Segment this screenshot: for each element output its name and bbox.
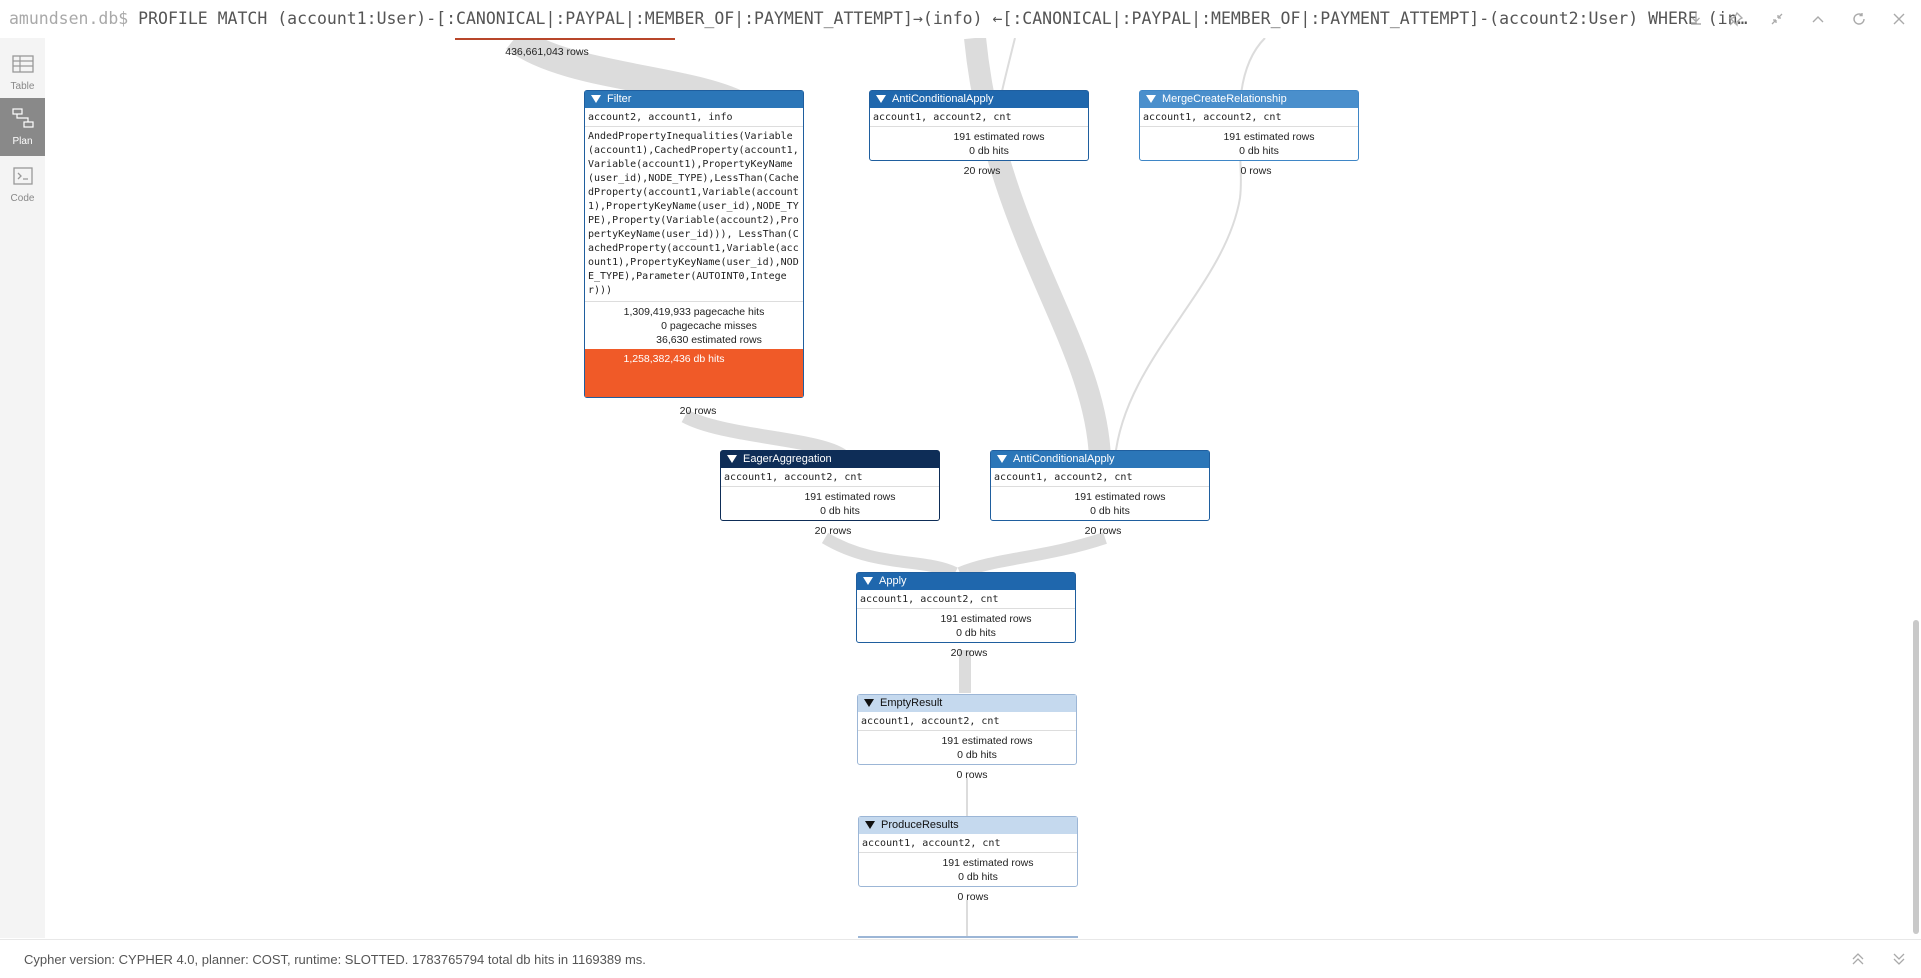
operator-identifiers: account2, account1, info (585, 108, 803, 127)
db-hits: 0 db hits (957, 749, 997, 761)
operator-expression: AndedPropertyInequalities(Variable(account1),CachedProperty(account1,Variable(account1),PropertyKeyName(user_id),NODE_TYPE),LessThan(CachedProperty(account1,Variable(account1),PropertyKeyName(user_id),NODE_TYPE),Property(Variable(account2),PropertyKeyName(user_id))), LessThan(CachedProperty(account1,Variable(account1),PropertyKeyName(user_id),NODE_TYPE),Parameter(AUTOINT0,Integer))) (585, 127, 803, 302)
estimated-rows: 191 estimated rows (940, 613, 1032, 625)
operator-identifiers: account1, account2, cnt (1140, 108, 1358, 127)
operator-identifiers: account1, account2, cnt (857, 590, 1075, 609)
operator-header[interactable] (991, 451, 1209, 468)
chevron-double-down-icon[interactable] (1887, 947, 1911, 971)
operator-name: Filter (607, 93, 632, 105)
collapse-triangle-icon[interactable] (997, 455, 1007, 463)
query-text: PROFILE MATCH (account1:User)-[:CANONICAL|:PAYPAL|:MEMBER_OF|:PAYMENT_ATTEMPT]→(info) ←[:CANONICAL|:PAYPAL|:MEMBER_OF|:PAYMENT_ATTEMPT]-(account2:User) WHERE (in (128, 9, 1738, 28)
plan-icon (12, 108, 34, 133)
chevron-double-up-icon[interactable] (1846, 947, 1870, 971)
rail-item-plan[interactable] (0, 98, 45, 156)
collapse-triangle-icon[interactable] (591, 95, 601, 103)
rail-item-table[interactable] (0, 44, 45, 102)
rail-label-code: Code (10, 192, 35, 204)
estimated-rows: 36,630 estimated rows (656, 334, 762, 346)
operator-eageraggregation[interactable] (720, 450, 940, 521)
operator-stats (870, 127, 1088, 160)
operator-stats (991, 487, 1209, 520)
edge-anti-mid-to-apply (960, 538, 1105, 573)
db-hits: 0 db hits (956, 627, 996, 639)
operator-stats (1140, 127, 1358, 160)
db-hits: 0 db hits (969, 145, 1009, 157)
operator-stats (721, 487, 939, 520)
pin-icon[interactable] (1723, 6, 1749, 32)
status-footer (0, 939, 1921, 978)
operator-header[interactable] (859, 817, 1077, 834)
db-hits: 1,258,382,436 db hits (623, 353, 725, 365)
db-hits: 0 db hits (1090, 505, 1130, 517)
operator-header[interactable] (1140, 91, 1358, 108)
db-prompt: amundsen.db$ (9, 9, 129, 28)
operator-name: MergeCreateRelationship (1162, 93, 1287, 105)
collapse-triangle-icon[interactable] (864, 699, 874, 707)
operator-identifiers: account1, account2, cnt (991, 468, 1209, 487)
rail-label-plan: Plan (12, 135, 33, 147)
estimated-rows: 191 estimated rows (941, 735, 1033, 747)
rows-label-eager: 20 rows (814, 525, 852, 537)
operator-identifiers: account1, account2, cnt (858, 712, 1076, 731)
rows-label-filter: 20 rows (679, 405, 717, 417)
rows-label-produce: 0 rows (957, 891, 989, 903)
rows-label-anti-top: 20 rows (963, 165, 1001, 177)
partial-operator-top-edge (858, 936, 1078, 938)
operator-identifiers: account1, account2, cnt (870, 108, 1088, 127)
scrollbar-thumb[interactable] (1913, 620, 1919, 934)
db-hits: 0 db hits (820, 505, 860, 517)
rows-label-apply: 20 rows (950, 647, 988, 659)
operator-header[interactable] (857, 573, 1075, 590)
operator-header[interactable] (721, 451, 939, 468)
rows-label-empty: 0 rows (956, 769, 988, 781)
code-icon (13, 167, 33, 190)
rows-label-anti-mid: 20 rows (1084, 525, 1122, 537)
view-switcher (0, 38, 45, 938)
query-summary: Cypher version: CYPHER 4.0, planner: COST, runtime: SLOTTED. 1783765794 total db hits in 1169389 ms. (24, 952, 646, 967)
operator-filter[interactable] (584, 90, 804, 398)
db-hits: 0 db hits (1239, 145, 1279, 157)
operator-produceresults[interactable] (858, 816, 1078, 887)
operator-header[interactable] (870, 91, 1088, 108)
pagecache-hits: 1,309,419,933 pagecache hits (623, 306, 765, 318)
operator-mergecreaterelationship[interactable] (1139, 90, 1359, 161)
rerun-icon[interactable] (1846, 6, 1872, 32)
operator-anticonditionalapply-mid[interactable] (990, 450, 1210, 521)
db-hits: 0 db hits (958, 871, 998, 883)
edge-eager-to-apply (825, 538, 955, 573)
rows-label-top: 436,661,043 rows (505, 46, 589, 58)
collapse-icon[interactable] (1764, 6, 1790, 32)
collapse-triangle-icon[interactable] (876, 95, 886, 103)
estimated-rows: 191 estimated rows (942, 857, 1034, 869)
table-icon (12, 55, 34, 78)
query-editor[interactable] (9, 9, 1748, 31)
operator-stats (859, 853, 1077, 886)
collapse-triangle-icon[interactable] (727, 455, 737, 463)
plan-canvas[interactable] (45, 38, 1921, 938)
partial-operator-bottom-edge (455, 38, 675, 40)
db-hits-hotspot (585, 349, 803, 397)
query-ellipsis: … (1737, 9, 1748, 28)
operator-anticonditionalapply-top[interactable] (869, 90, 1089, 161)
vertical-scrollbar[interactable] (1910, 38, 1921, 938)
estimated-rows: 191 estimated rows (1223, 131, 1315, 143)
close-icon[interactable] (1886, 6, 1912, 32)
command-bar (0, 0, 1921, 38)
chevron-up-icon[interactable] (1805, 6, 1831, 32)
operator-stats (858, 731, 1076, 764)
operator-emptyresult[interactable] (857, 694, 1077, 765)
operator-apply[interactable] (856, 572, 1076, 643)
download-icon[interactable] (1683, 6, 1709, 32)
operator-name: AntiConditionalApply (1013, 453, 1115, 465)
rows-label-merge: 0 rows (1240, 165, 1272, 177)
collapse-triangle-icon[interactable] (1146, 95, 1156, 103)
estimated-rows: 191 estimated rows (1074, 491, 1166, 503)
pagecache-misses: 0 pagecache misses (661, 320, 757, 332)
collapse-triangle-icon[interactable] (863, 577, 873, 585)
operator-header[interactable] (585, 91, 803, 108)
operator-name: EagerAggregation (743, 453, 832, 465)
operator-identifiers: account1, account2, cnt (721, 468, 939, 487)
operator-name: AntiConditionalApply (892, 93, 994, 105)
rail-item-code[interactable] (0, 156, 45, 214)
estimated-rows: 191 estimated rows (804, 491, 896, 503)
operator-stats (857, 609, 1075, 642)
rail-label-table: Table (10, 80, 35, 92)
operator-stats (585, 302, 803, 349)
operator-name: Apply (879, 575, 907, 587)
estimated-rows: 191 estimated rows (953, 131, 1045, 143)
operator-name: ProduceResults (881, 819, 959, 831)
collapse-triangle-icon[interactable] (865, 821, 875, 829)
operator-header[interactable] (858, 695, 1076, 712)
operator-identifiers: account1, account2, cnt (859, 834, 1077, 853)
operator-name: EmptyResult (880, 697, 943, 709)
